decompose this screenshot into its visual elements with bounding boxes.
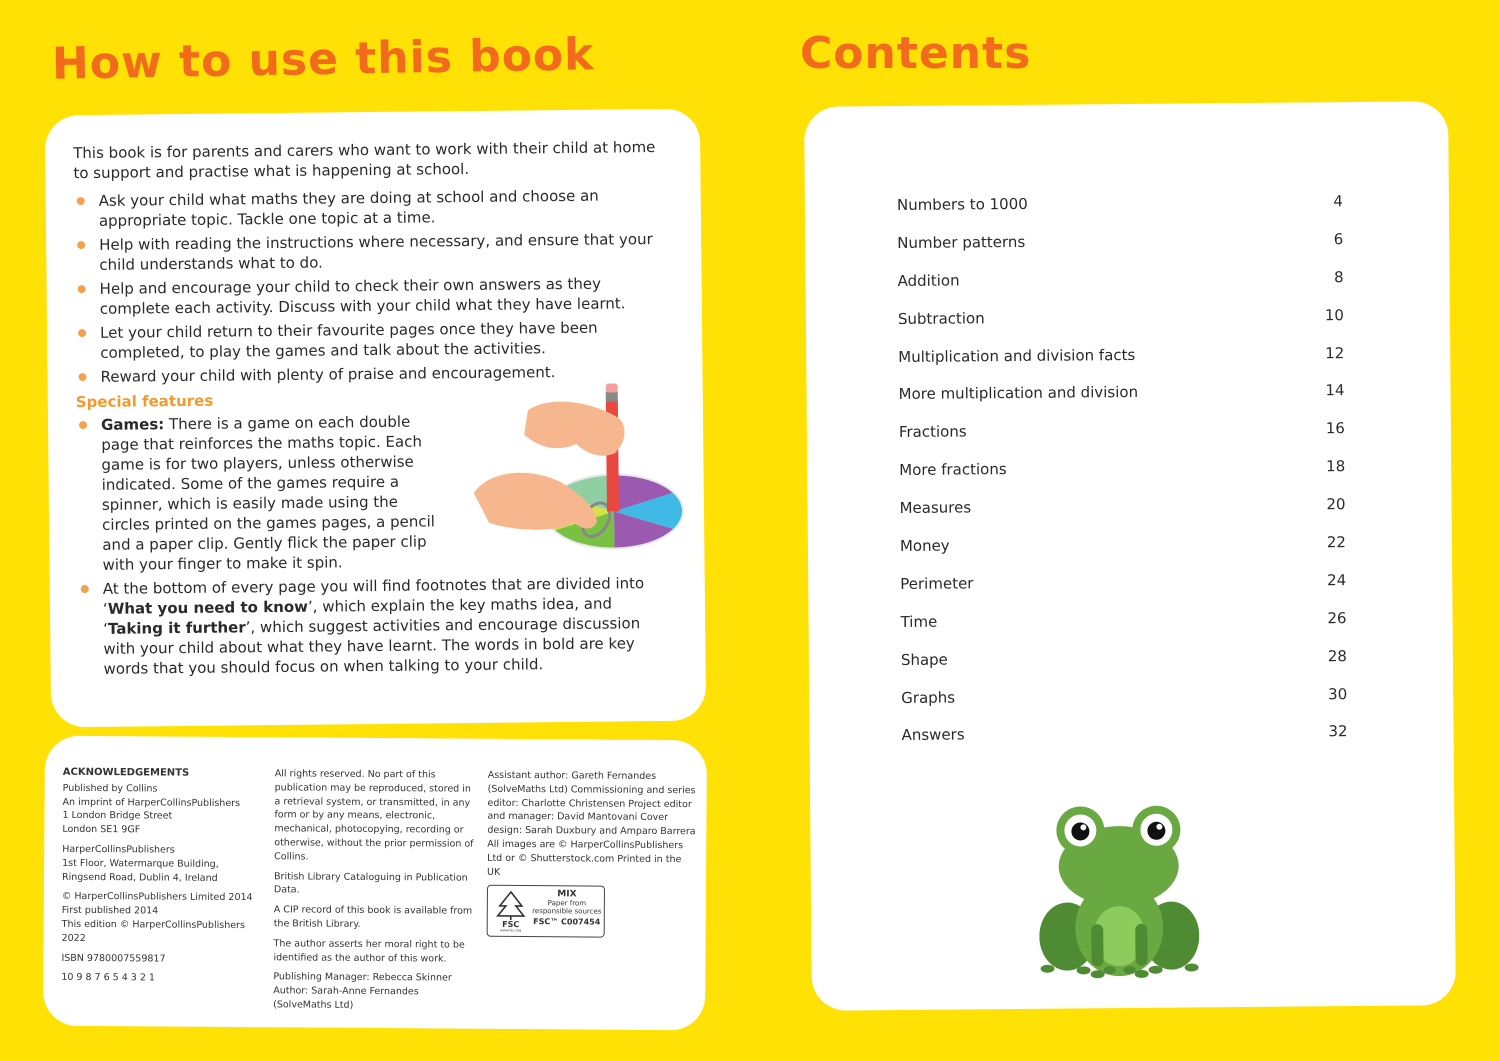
contents-topic: Graphs: [901, 688, 956, 707]
games-label: Games:: [100, 415, 165, 434]
contents-topic: Answers: [901, 725, 965, 745]
ack-block: [62, 843, 262, 886]
contents-item: [897, 192, 1343, 234]
contents-topic: Fractions: [898, 422, 967, 442]
contents-page-number: 16: [1325, 419, 1345, 438]
contents-topic: Numbers to 1000: [896, 194, 1028, 215]
contents-page-number: 14: [1325, 381, 1345, 400]
footnote-text: ’, which explain the key maths idea, and ‘: [103, 594, 613, 638]
acknowledgements-card: [43, 736, 707, 1031]
fsc-tree-icon: [494, 890, 528, 932]
howto-bullet: Help and encourage your child to check their own answers as they complete each activity. Discuss with your child what they have learnt.: [75, 273, 672, 319]
contents-list: [897, 192, 1348, 764]
contents-topic: Number patterns: [897, 232, 1026, 252]
ack-block: A CIP record of this book is available from the British Library.: [273, 904, 473, 930]
contents-page-number: 20: [1326, 495, 1346, 514]
contents-page-number: 12: [1325, 343, 1345, 362]
contents-topic: Addition: [897, 271, 960, 290]
contents-page-number: 24: [1327, 571, 1347, 590]
contents-page-number: 18: [1326, 457, 1346, 476]
games-text: There is a game on each double page that reinforces the maths topic. Each game is for two players, unless otherwise indicated. Some of the games require a spinner, which is easily made using the circles printed on the games pages, a pencil and a paper clip. Gently flick the paper clip with your finger to make it spin.: [101, 412, 436, 574]
howto-card: [45, 109, 706, 728]
contents-item: [900, 571, 1346, 613]
contents-item: [899, 457, 1345, 499]
howto-bullet: Reward your child with plenty of praise and encouragement.: [75, 361, 672, 387]
footnotes-bullet: [78, 573, 676, 679]
footnote-bold-further: Taking it further: [107, 618, 246, 638]
contents-page-number: 32: [1328, 722, 1348, 741]
contents-item: [897, 230, 1343, 272]
games-bullet: [76, 411, 443, 575]
contents-item: [901, 685, 1347, 727]
ack-column-1: [61, 766, 263, 993]
contents-item: [899, 495, 1345, 537]
ack-line: 1 London Bridge Street: [62, 810, 173, 822]
howto-title: How to use this book: [51, 29, 595, 90]
contents-page-number: 8: [1333, 267, 1344, 286]
howto-bullet: Help with reading the instructions where necessary, and ensure that your child understands what to do.: [74, 229, 671, 275]
ack-block: Publishing Manager: Rebecca Skinner Author: Sarah-Anne Fernandes (SolveMaths Ltd): [273, 971, 452, 1011]
contents-page-number: 6: [1333, 230, 1344, 249]
fsc-logo-text: FSC: [502, 920, 520, 930]
games-section: [76, 409, 675, 575]
contents-item: [901, 723, 1347, 765]
contents-topic: Subtraction: [897, 308, 985, 328]
howto-bullet: Let your child return to their favourite pages once they have been completed, to play the games and talk about the activities.: [75, 317, 672, 363]
contents-page-number: 28: [1327, 646, 1347, 665]
spinner-illustration: [468, 381, 690, 563]
contents-item: [899, 419, 1345, 461]
fsc-mix: MIX: [557, 889, 577, 900]
ack-line: London SE1 9GF: [62, 824, 141, 836]
contents-item: [898, 306, 1344, 348]
ack-line: Published by Collins: [62, 782, 158, 795]
contents-topic: Measures: [899, 498, 972, 518]
contents-item: [901, 647, 1347, 689]
contents-item: [899, 382, 1345, 424]
ack-block: British Library Cataloguing in Publication Data.: [273, 870, 468, 896]
contents-page-number: 10: [1324, 305, 1344, 324]
fsc-url: www.fsc.org: [500, 928, 522, 933]
frog-illustration: [1038, 803, 1200, 982]
contents-item: [898, 268, 1344, 310]
contents-title: Contents: [800, 28, 1032, 79]
ack-block: Assistant author: Gareth Fernandes (SolveMaths Ltd) Commissioning and series editor: Charlotte Christensen Project editor and manager: David Mantovani Cover design: Sarah Duxbury and Amparo Barrera All images are © HarperCollinsPublishers Ltd or © Shutterstock.com Printed in the UK: [487, 769, 696, 878]
ack-heading: ACKNOWLEDGEMENTS: [62, 766, 190, 779]
footnote-text: At the bottom of every page you will find footnotes that are divided into ‘: [102, 574, 645, 618]
ack-block: [62, 782, 262, 839]
contents-page-number: 30: [1328, 684, 1348, 703]
contents-topic: More multiplication and division: [898, 383, 1139, 404]
ack-column-2: [273, 767, 475, 1019]
ack-line: HarperCollinsPublishers: [62, 843, 175, 856]
fsc-certification: [487, 885, 605, 938]
ack-print-line: 10 9 8 7 6 5 4 3 2 1: [61, 972, 156, 984]
ack-line: An imprint of HarperCollinsPublishers: [62, 796, 241, 809]
contents-topic: Multiplication and division facts: [898, 345, 1136, 366]
fsc-text: [532, 890, 602, 926]
fsc-code: FSC™ C007454: [533, 917, 601, 927]
contents-topic: Perimeter: [900, 574, 974, 593]
howto-intro: This book is for parents and carers who want to work with their child at home to support and practise what is happening at school.: [73, 138, 656, 183]
contents-item: [900, 533, 1346, 575]
footnote-text: ’, which suggest activities and encourage discussion with your child about what they have learnt. The words in bold are key words that you should focus on when talking to your child.: [103, 614, 641, 678]
howto-list: [74, 185, 673, 387]
contents-topic: More fractions: [899, 460, 1007, 480]
ack-line: Ringsend Road, Dublin 4, Ireland: [61, 871, 218, 884]
contents-topic: Money: [899, 536, 950, 556]
ack-block: The author asserts her moral right to be identified as the author of this work.: [273, 938, 465, 965]
contents-item: [898, 344, 1344, 386]
footnote-bold-know: What you need to know: [107, 597, 309, 618]
special-features-heading: Special features: [75, 391, 214, 412]
contents-page-number: 22: [1326, 533, 1346, 552]
contents-item: [900, 609, 1346, 651]
contents-topic: Time: [900, 612, 938, 631]
howto-bullet: Ask your child what maths they are doing at school and choose an appropriate topic. Tackle one topic at a time.: [74, 185, 671, 231]
ack-block: All rights reserved. No part of this publication may be reproduced, stored in a retrieval system, or transmitted, in any form or by any means, electronic, mechanical, photocopying, recording or otherwise, without the prior permission of Collins.: [274, 768, 474, 863]
contents-page-number: 4: [1333, 192, 1343, 211]
ack-block: [62, 890, 262, 947]
fsc-line: Paper from responsible sources: [532, 899, 602, 916]
ack-isbn: ISBN 9780007559817: [61, 952, 166, 965]
contents-page-number: 26: [1327, 608, 1347, 628]
ack-line: 1st Floor, Watermarque Building,: [62, 857, 219, 870]
ack-column-3: [487, 769, 698, 939]
contents-topic: Shape: [900, 650, 948, 669]
ack-line: This edition © HarperCollinsPublishers 2022: [61, 918, 245, 944]
ack-line: © HarperCollinsPublishers Limited 2014: [61, 891, 253, 904]
contents-card: [804, 101, 1456, 1011]
ack-line: First published 2014: [61, 904, 159, 917]
